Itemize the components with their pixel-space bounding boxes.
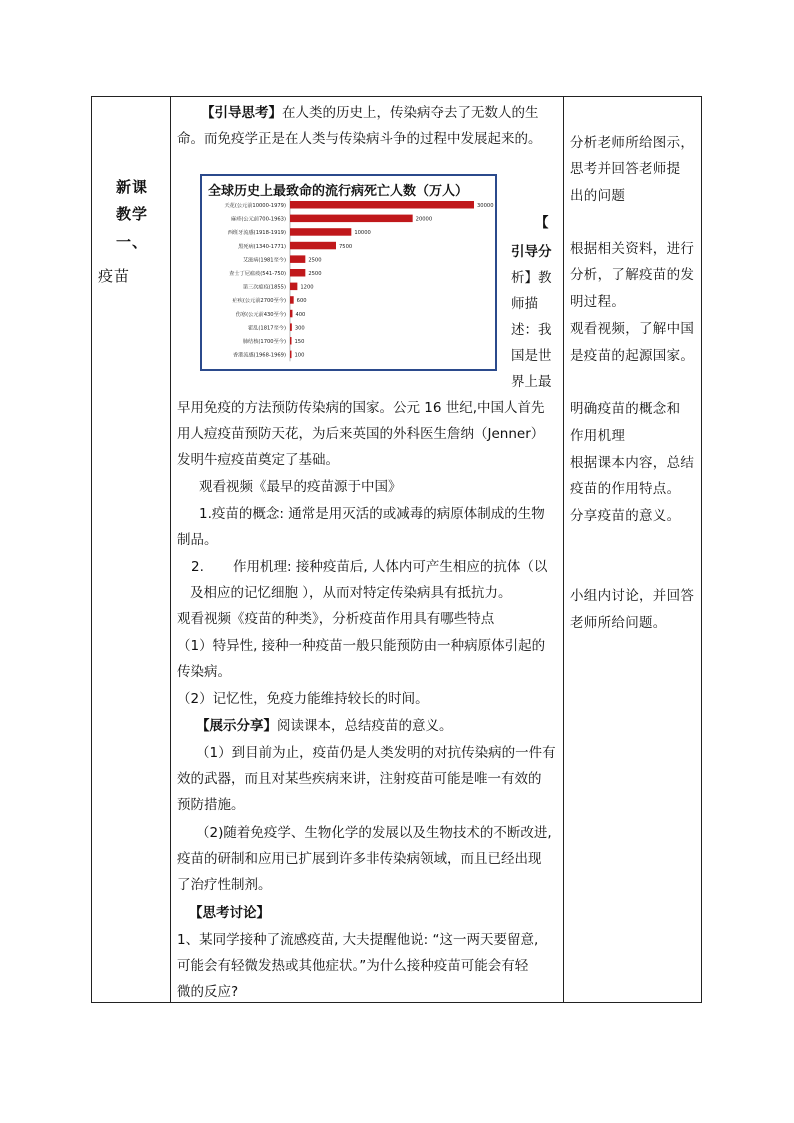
vaccine-definition-line1: 1.疫苗的概念: 通常是用灭活的或减毒的病原体制成的生物	[199, 506, 545, 522]
intro-text1: 在人类的历史上，传染病夺去了无数人的生	[282, 105, 539, 121]
section-label-line3: 一、	[116, 233, 149, 251]
history-line3: 发明牛痘疫苗奠定了基础。	[177, 452, 339, 468]
history-line1: 早用免疫的方法预防传染病的国家。公元 16 世纪,中国人首先	[177, 400, 545, 416]
chart-value-label: 7500	[339, 243, 353, 250]
chart-bar	[290, 351, 292, 359]
section-topic: 疫苗	[98, 267, 131, 285]
chart-category-label: 肺结核(1700至今)	[242, 339, 286, 345]
feature2: （2）记忆性，免疫力能维持较长的时间。	[177, 691, 429, 707]
significance2-line1: （2)随着免疫学、生物化学的发展以及生物技术的不断改进,	[196, 825, 552, 841]
question1-line1: 1、某同学接种了流感疫苗, 大夫提醒他说: “这一两天要留意,	[177, 932, 539, 948]
video-note-2: 观看视频《疫苗的种类》，分析疫苗作用具有哪些特点	[177, 611, 495, 627]
share-line	[196, 716, 453, 736]
section-label-line2: 教学	[116, 205, 149, 223]
chart-plot	[202, 176, 495, 369]
activity-line12: 疫苗的作用特点。	[570, 481, 681, 497]
chart-value-label: 30000	[477, 203, 494, 209]
chart-value-label: 600	[296, 298, 307, 305]
activity-line6: 明过程。	[570, 294, 626, 310]
chart-value-label: 10000	[354, 230, 371, 237]
activity-line4: 根据相关资料，进行	[570, 241, 695, 257]
significance1-line2: 效的武器，而且对某些疾病来讲，注射疫苗可能是唯一有效的	[177, 771, 542, 787]
question1-line3: 微的反应?	[177, 984, 239, 1000]
chart-category-label: 霍乱(1817至今)	[248, 325, 286, 332]
chart-bar	[290, 323, 292, 331]
chart-bar	[290, 310, 292, 318]
vaccine-definition-line2: 制品。	[177, 532, 218, 548]
chart-bar	[290, 201, 474, 209]
side-line5: 国是世	[511, 348, 552, 364]
activity-line11: 根据课本内容，总结	[570, 455, 695, 471]
side-line1: 引导分	[511, 244, 552, 260]
side-line2	[511, 266, 552, 286]
side-bracket: 【	[535, 215, 549, 231]
section-label-line1: 新课	[116, 178, 149, 196]
mechanism-line1: 作用机理: 接种疫苗后, 人体内可产生相应的抗体（以	[233, 559, 548, 575]
mechanism-number: 2.	[191, 559, 204, 575]
chart-category-label: 西班牙流感(1918-1919)	[227, 230, 286, 237]
chart-value-label: 150	[294, 339, 305, 345]
chart-category-label: 天花(公元前10000-1979)	[224, 203, 286, 209]
chart-category-label: 疟疾(公元前2700至今)	[232, 298, 286, 305]
chart-bar	[290, 255, 305, 263]
intro-tag: 【引导思考】	[201, 105, 282, 121]
mechanism-line2: 及相应的记忆细胞 ），从而对特定传染病具有抵抗力。	[190, 585, 512, 601]
chart-bar	[290, 242, 336, 250]
activity-line9: 明确疫苗的概念和	[570, 401, 681, 417]
activity-line7: 观看视频，了解中国	[570, 321, 695, 337]
chart-value-label: 100	[294, 352, 305, 359]
chart-value-label: 2500	[308, 271, 322, 277]
share-text: 阅读课本，总结疫苗的意义。	[277, 718, 453, 734]
significance1-line3: 预防措施。	[177, 797, 245, 813]
activity-line13: 分享疫苗的意义。	[570, 508, 681, 524]
activity-line14: 小组内讨论，并回答	[570, 588, 695, 604]
chart-category-label: 查士丁尼瘟疫(541-750)	[229, 271, 286, 277]
chart-value-label: 1200	[300, 284, 314, 291]
column-divider-right	[563, 96, 564, 1003]
chart-title: 全球历史上最致命的流行病死亡人数（万人）	[208, 184, 469, 199]
activity-line3: 出的问题	[570, 188, 626, 204]
chart-category-label: 黑死病(1340-1771)	[238, 243, 286, 250]
epidemic-death-chart	[200, 174, 497, 371]
significance1-line1: （1）到目前为止，疫苗仍是人类发明的对抗传染病的一件有	[196, 745, 556, 761]
significance2-line2: 疫苗的研制和应用已扩展到许多非传染病领域，而且已经出现	[177, 851, 542, 867]
chart-value-label: 20000	[415, 216, 433, 223]
side-line6: 界上最	[511, 374, 552, 390]
chart-value-label: 2500	[308, 257, 322, 264]
activity-line5: 分析，了解疫苗的发	[570, 267, 695, 283]
side-line4: 述：我	[511, 322, 552, 338]
intro-line1	[201, 103, 539, 123]
feature1-line2: 传染病。	[177, 664, 231, 680]
chart-value-label: 400	[295, 311, 306, 318]
feature1-line1: （1）特异性, 接种一种疫苗一般只能预防由一种病原体引起的	[177, 638, 546, 654]
chart-category-label: 香港流感(1968-1969)	[232, 352, 286, 359]
side-line2-text: 析】教	[511, 270, 552, 286]
chart-value-label: 300	[294, 325, 305, 332]
history-line2: 用人痘疫苗预防天花，为后来英国的外科医生詹纳（Jenner）	[177, 426, 545, 442]
activity-line10: 作用机理	[570, 428, 626, 444]
question1-line2: 可能会有轻微发热或其他症状。”为什么接种疫苗可能会有轻	[177, 958, 529, 974]
activity-line1: 分析老师所给图示，	[570, 135, 695, 151]
video-note-1: 观看视频《最早的疫苗源于中国》	[199, 479, 402, 495]
activity-line2: 思考并回答老师提	[570, 161, 681, 177]
chart-category-label: 伤寒(公元前430至今)	[235, 311, 286, 318]
chart-bar	[290, 269, 305, 277]
share-tag: 【展示分享】	[196, 718, 277, 734]
intro-line2: 命。而免疫学正是在人类与传染病斗争的过程中发展起来的。	[177, 131, 542, 147]
significance2-line3: 了治疗性制剂。	[177, 877, 272, 893]
chart-category-label: 艾滋病(1981至今)	[242, 257, 286, 264]
chart-bar	[290, 215, 413, 223]
chart-bar	[290, 296, 294, 304]
chart-category-label: 麻疹(公元前700-1963)	[231, 216, 286, 223]
column-divider-left	[170, 96, 171, 1003]
chart-bar	[290, 337, 292, 345]
chart-bar	[290, 283, 297, 291]
chart-bar	[290, 228, 351, 236]
side-line3: 师描	[511, 296, 538, 312]
activity-line8: 是疫苗的起源国家。	[570, 348, 695, 364]
discussion-tag: 【思考讨论】	[189, 905, 270, 921]
chart-category-label: 第三次瘟疫(1855)	[242, 284, 286, 291]
activity-line15: 老师所给问题。	[570, 615, 667, 631]
